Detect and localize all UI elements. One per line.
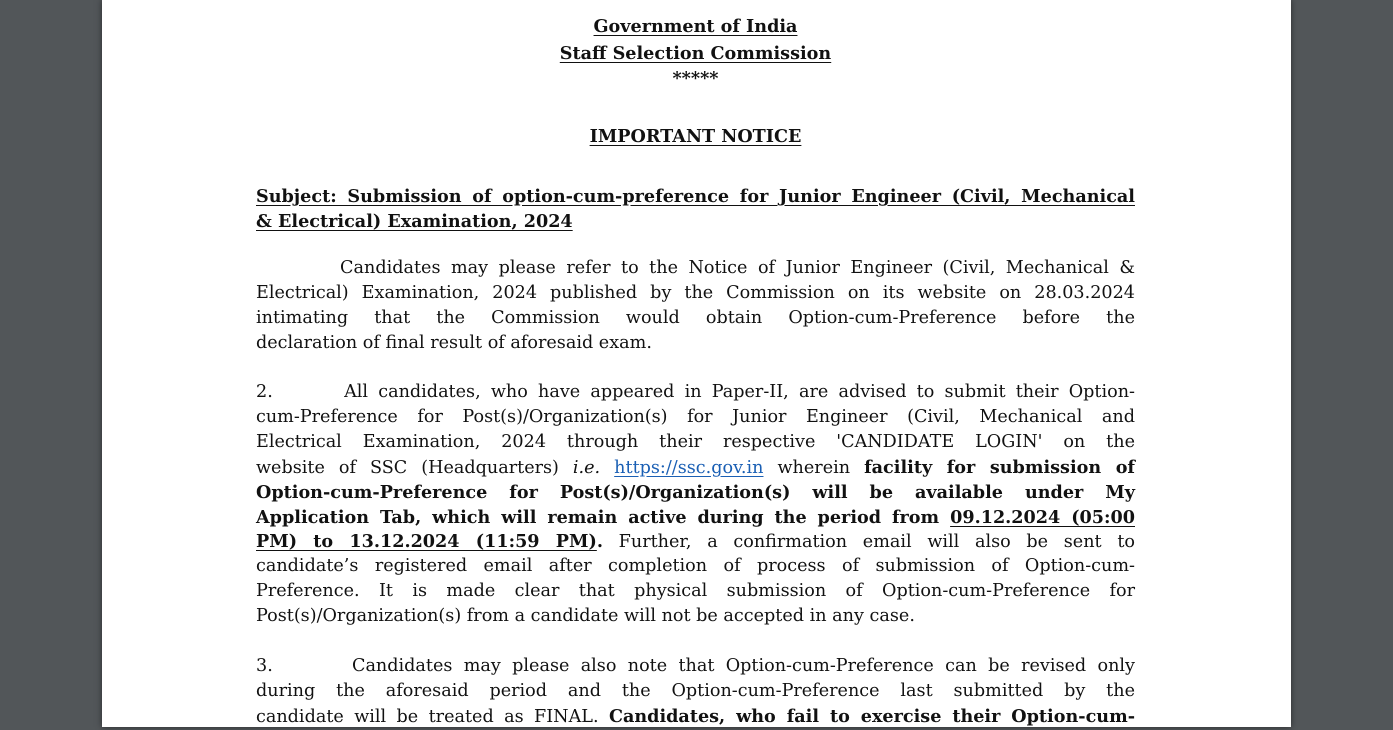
text-segment: 2. All candidates, who have appeared in Paper-II, are advised to submit their Option- (256, 382, 1135, 402)
text-segment: facility for submission of (864, 456, 1135, 478)
text-segment (600, 458, 614, 478)
paragraph-3-line (256, 704, 1135, 729)
paragraph-2-line (256, 380, 1135, 405)
paragraph-2-line (256, 430, 1135, 455)
paragraph-1-line (256, 281, 1135, 306)
text-segment: during the aforesaid period and the Option-cum-Preference last submitted by the (256, 680, 1135, 701)
paragraph-0-line (256, 184, 1135, 209)
text-segment: Subject: Submission of option-cum-preference for Junior Engineer (Civil, Mechanical (256, 186, 1135, 207)
paragraph-1-line (256, 331, 1135, 356)
paragraph-3-line (256, 679, 1135, 704)
paragraph-2-line (256, 505, 1135, 530)
pdf-page (102, 0, 1291, 727)
paragraph-2-line (256, 455, 1135, 480)
paragraph-1-line (256, 306, 1135, 331)
text-segment: . (596, 531, 603, 553)
paragraph-2-line (256, 529, 1135, 554)
text-segment: declaration of final result of aforesaid exam. (256, 332, 652, 353)
text-segment: Candidates, who fail to exercise their Option-cum- (608, 705, 1135, 727)
paragraph-2-line (256, 579, 1135, 604)
text-segment: Electrical Examination, 2024 through their respective 'CANDIDATE LOGIN' on the (256, 431, 1135, 452)
text-segment: 09.12.2024 (05:00 (950, 506, 1135, 528)
text-segment: Application Tab, which will remain active during the period from (256, 506, 951, 528)
text-segment: intimating that the Commission would obtain Option-cum-Preference before the (256, 307, 1135, 328)
header-government: Government of India (593, 16, 798, 37)
text-segment: candidate will be treated as FINAL. (256, 706, 609, 727)
text-segment: Post(s)/Organization(s) from a candidate will not be accepted in any case. (256, 606, 915, 627)
text-segment: i.e. (572, 457, 601, 478)
text-segment: Option-cum-Preference for Post(s)/Organization(s) will be available under My (256, 481, 1135, 503)
text-segment: & Electrical) Examination, 2024 (256, 210, 573, 232)
header-stars: ***** (672, 68, 719, 89)
text-segment: cum-Preference for Post(s)/Organization(s) for Junior Engineer (Civil, Mechanical and (256, 406, 1135, 427)
text-segment: PM) to 13.12.2024 (11:59 PM) (256, 531, 597, 553)
text-segment: Further, a confirmation email will also be sent to (602, 532, 1135, 553)
text-segment: wherein (763, 457, 865, 478)
paragraph-3-line (256, 654, 1135, 679)
paragraph-2-line (256, 604, 1135, 629)
text-segment: candidate’s registered email after completion of process of submission of Option-cum- (256, 556, 1135, 577)
paragraph-0-line (256, 209, 1135, 234)
paragraph-2-line (256, 554, 1135, 579)
text-segment: website of SSC (Headquarters) (256, 457, 573, 478)
paragraph-2-line (256, 480, 1135, 505)
notice-title: IMPORTANT NOTICE (589, 126, 802, 147)
header-commission: Staff Selection Commission (559, 43, 832, 64)
text-segment: Preference. It is made clear that physical submission of Option-cum-Preference for (256, 581, 1135, 602)
paragraph-1-line (256, 256, 1135, 281)
text-segment: 3. Candidates may please also note that Option-cum-Preference can be revised only (256, 656, 1135, 676)
ssc-website-link[interactable]: https://ssc.gov.in (614, 457, 764, 478)
paragraph-2-line (256, 405, 1135, 430)
text-segment: Candidates may please refer to the Notice of Junior Engineer (Civil, Mechanical & (256, 258, 1135, 278)
text-segment: Electrical) Examination, 2024 published by the Commission on its website on 28.03.2024 (256, 282, 1135, 303)
